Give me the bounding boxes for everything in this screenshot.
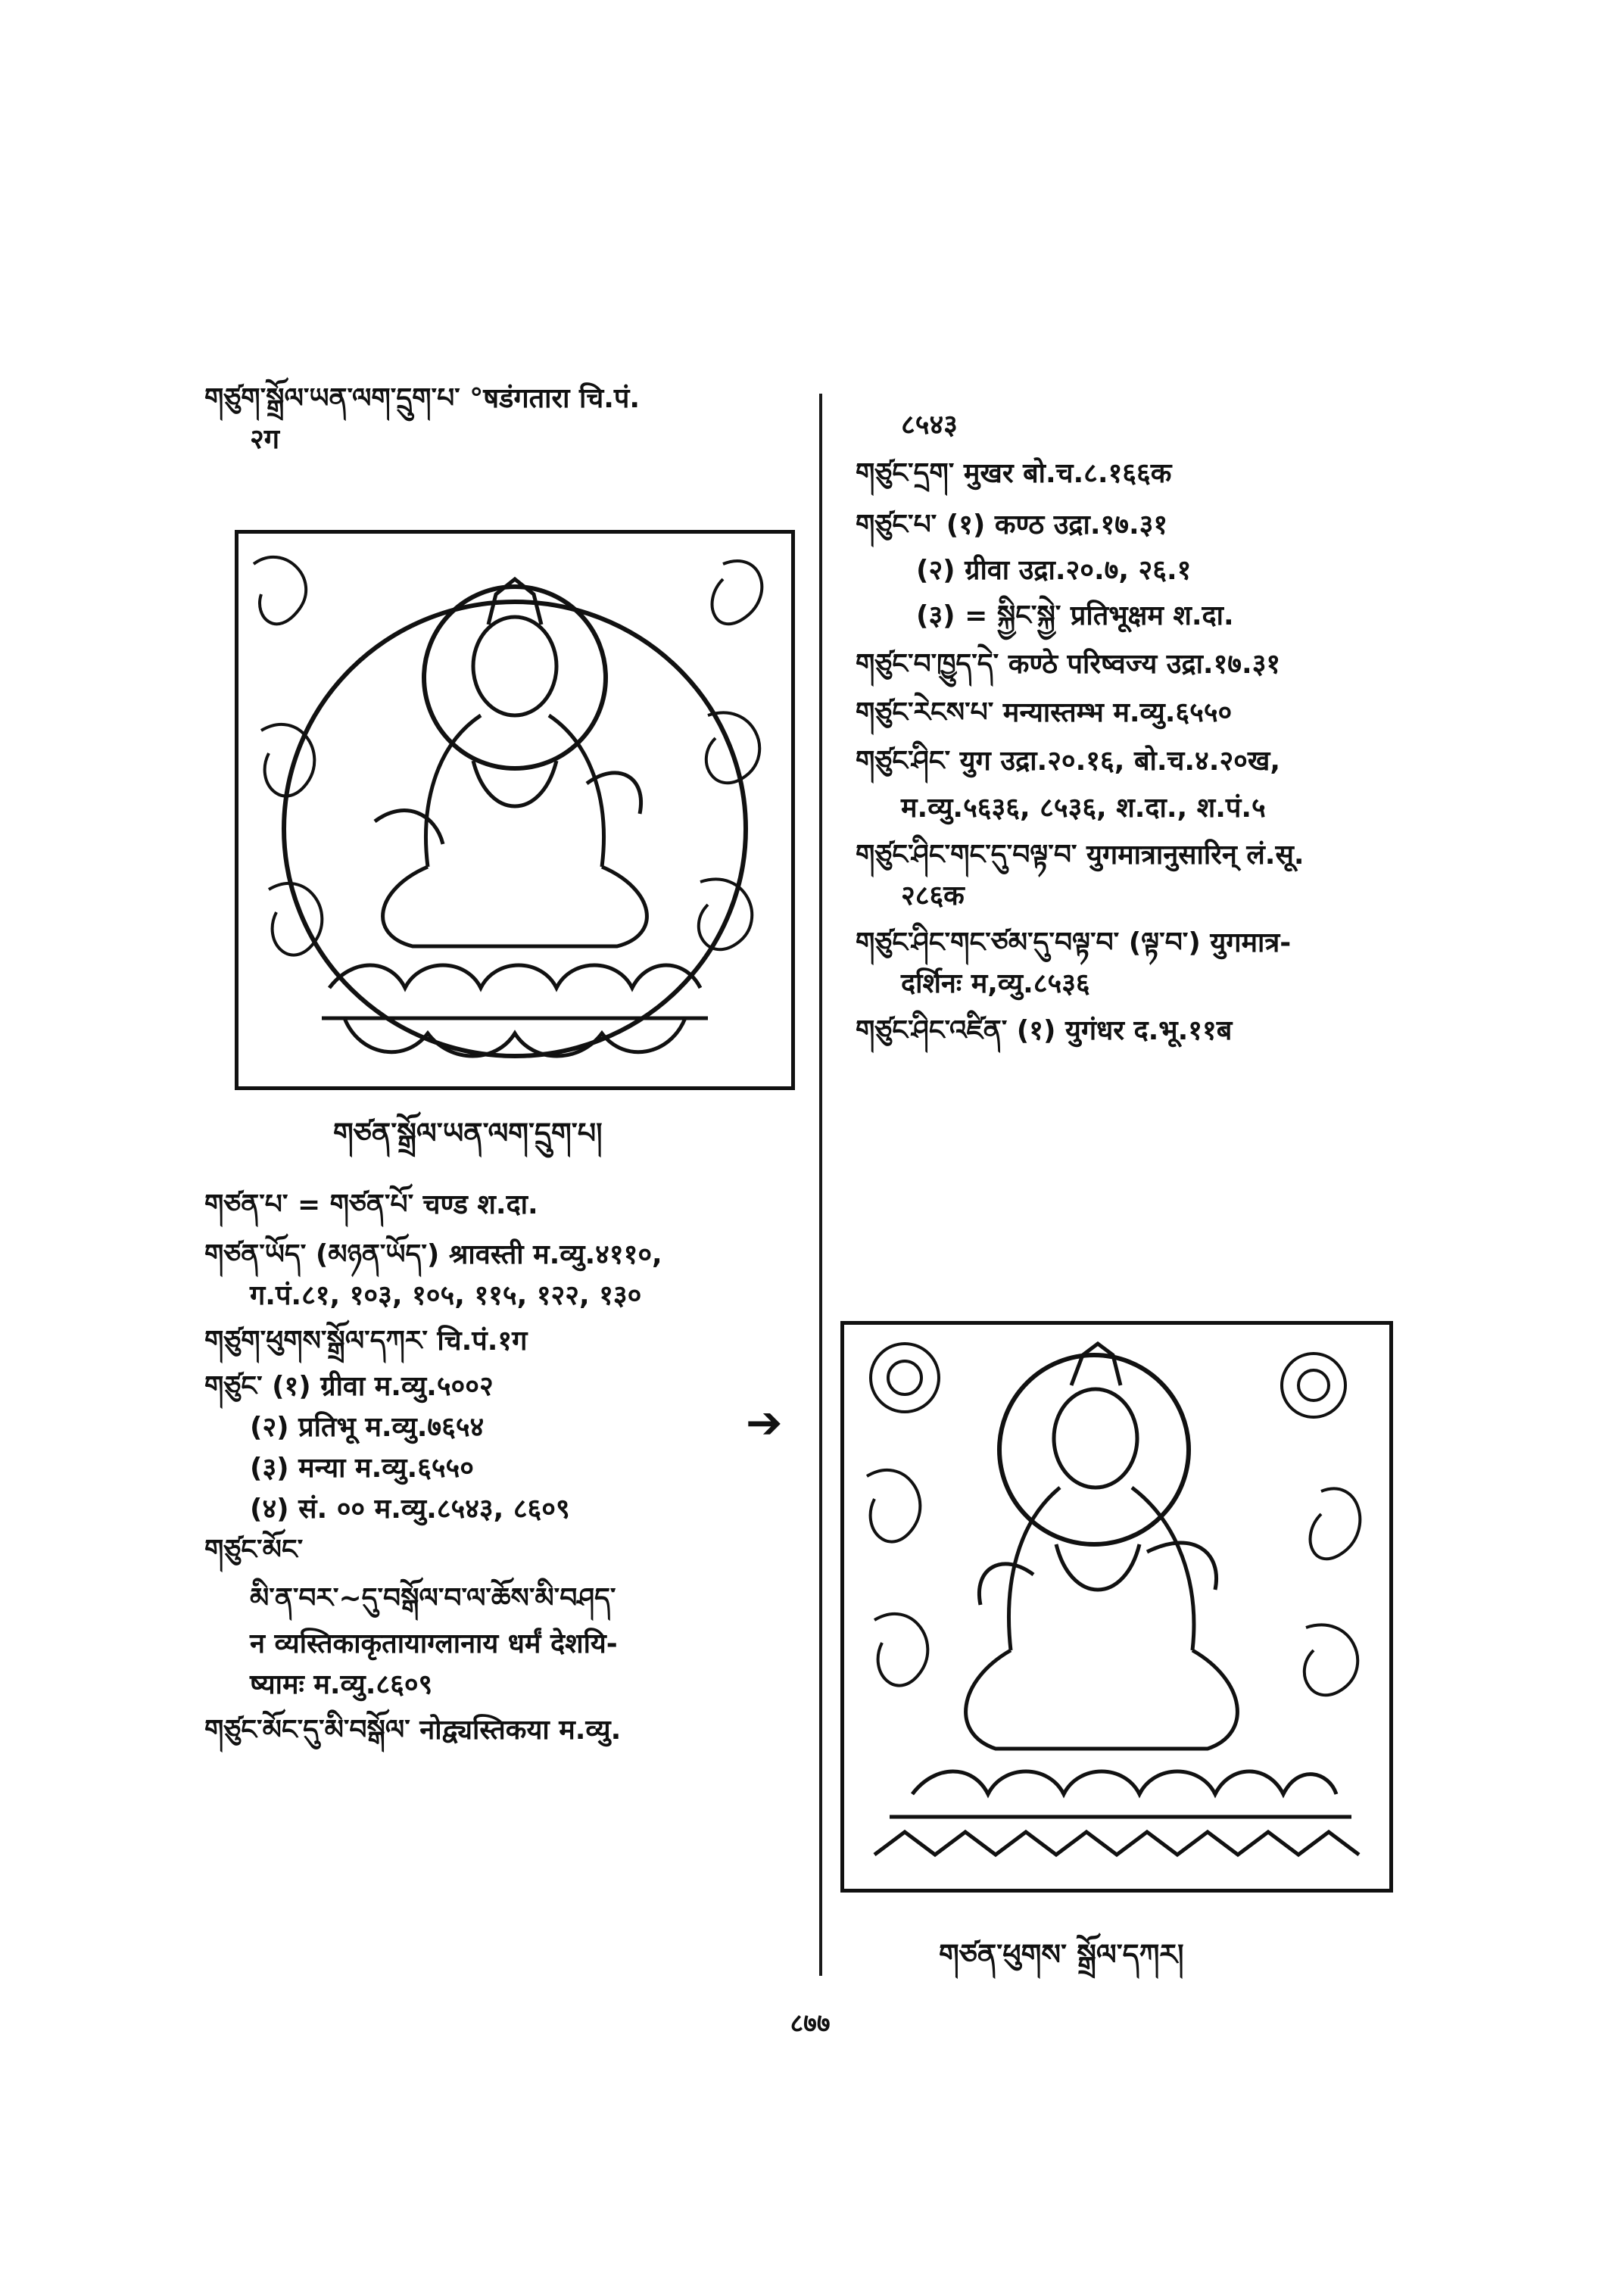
entry-line: གཙན་ཡོད་ (མཉན་ཡོད་) श्रावस्ती म.व्यु.४११०, (204, 1239, 662, 1270)
entry-line: न व्यस्तिकाकृतायाग्लानाय धर्मं देशयि- (250, 1628, 618, 1659)
column-divider (819, 394, 822, 1976)
entry-line: གཙུག་སྒྲོལ་ཡན་ལག་དྲུག་པ་ °षडंगतारा चि.पं. (204, 383, 640, 414)
entry-line: གཙུང་རེངས་པ་ मन्यास्तम्भ म.व्यु.६५५० (856, 697, 1233, 728)
entry-line: म.व्यु.५६३६, ८५३६, श.दा., श.पं.५ (901, 793, 1266, 824)
entry-line: ष्यामः म.व्यु.८६०९ (250, 1669, 433, 1700)
entry-line: མི་ན་བར་~དུ་བསྒོལ་བ་ལ་ཆོས་མི་བཤད་ (250, 1583, 616, 1614)
entry-line: (३) मन्या म.व्यु.६५५० (250, 1453, 474, 1484)
entry-line: (२) ग्रीवा उद्रा.२०.७, २६.१ (916, 555, 1192, 586)
entry-line: ८५४३ (901, 410, 958, 441)
entry-line: २८६क (901, 880, 965, 911)
entry-line: གཙུང་པ་ (१) कण्ठ उद्रा.१७.३१ (856, 509, 1168, 541)
left-column-lower (204, 1185, 795, 1751)
entry-line: གཙུག་ཕུགས་སྒྲོལ་དཀར་ चि.पं.१ग (204, 1326, 528, 1357)
entry-line: གཙུང་ཤིང་ युग उद्रा.२०.१६, बो.च.४.२०ख, (856, 746, 1281, 777)
entry-line: གཙུང་ཤིང་གང་ཙམ་དུ་བལྟ་བ་ (ལྟ་བ་) युगमात्र- (856, 927, 1292, 958)
entry-line: གཙུང་ (१) ग्रीवा म.व्यु.५००२ (204, 1371, 494, 1402)
right-column (856, 405, 1461, 1051)
entry-line: (२) प्रतिभू म.व्यु.७६५४ (250, 1412, 485, 1443)
deity-woodcut-illustration (844, 1325, 1389, 1889)
figure-caption: གཙན་ཕུགས་ སྒྲོལ་དཀར། (939, 1938, 1184, 1971)
deity-woodcut-illustration (238, 534, 791, 1086)
entry-line: २ग (250, 424, 279, 455)
entry-line: གཙུང་ཤིང་འཛིན་ (१) युगंधर द.भू.११ब (856, 1015, 1233, 1046)
entry-line: གཙུང་མོང་ (204, 1534, 304, 1566)
left-column (204, 379, 795, 460)
entry-line: दर्शिनः म,व्यु.८५३६ (901, 968, 1090, 999)
figure-caption: གཙན་སྒྲོལ་ཡན་ལག་དྲུག་པ། (333, 1117, 603, 1150)
entry-line: གཙུང་བ་ཁྱུད་དེ་ कण्ठे परिष्वज्य उद्रा.१७.३१ (856, 649, 1281, 680)
figure-six-limbed-tara (235, 530, 795, 1090)
figure-white-tara (840, 1321, 1393, 1893)
entry-line: གཙན་པ་ = གཙན་པོ་ चण्ड श.दा. (204, 1189, 538, 1220)
entry-line: གཙུང་དྲག་ मुखर बो.च.८.१६६क (856, 458, 1172, 489)
entry-line: གཙུང་ཤིང་གང་དུ་བལྟ་བ་ युगमात्रानुसारिन् लं.सू. (856, 840, 1304, 871)
entry-line: ग.पं.८१, १०३, १०५, ११५, १२२, १३० (250, 1280, 642, 1311)
entry-line: (४) सं. ०० म.व्यु.८५४३, ८६०९ (250, 1494, 570, 1525)
entry-line: གཙུང་མོང་དུ་མི་བསྒོལ་ नोद्व्यस्तिकया म.व्यु. (204, 1715, 622, 1746)
arrow-right-icon: ➔ (746, 1397, 783, 1448)
page-number: ८७७ (790, 2008, 831, 2039)
entry-line: (३) = སྐྱིང་སྐྱེ་ प्रतिभूक्षम श.दा. (916, 600, 1234, 631)
